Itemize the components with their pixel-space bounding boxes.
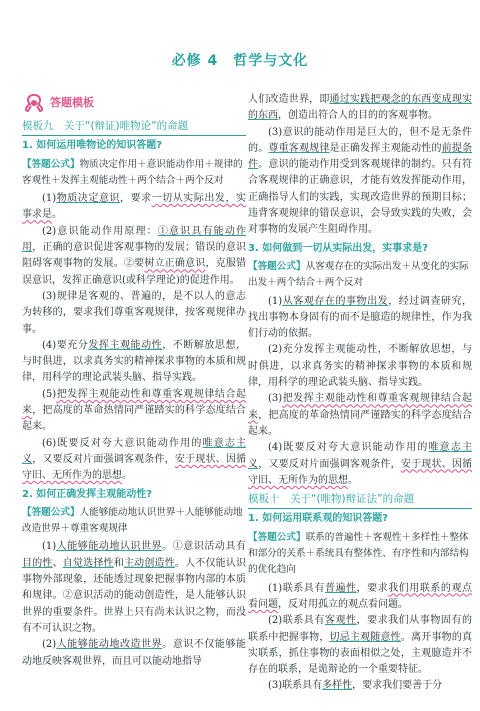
paragraph: (3)联系具有多样性，要求我们要善于分 [268, 680, 443, 692]
section-label: 答题模板 [50, 95, 94, 109]
paragraph: (6)既要反对夸大意识能动作用的唯意志主义，又要反对片面强调客观条件，安于现状、因循守旧、无所作为的思想。 [22, 437, 247, 482]
paragraph: (4)既要反对夸大意识能动作用的唯意志主义，又要反对片面强调客观条件，安于现状、因循守旧、无所作为的思想。 [248, 442, 473, 486]
paragraph: (5)把发挥主观能动性和尊重客观规律结合起来，把高度的革命热情同严谨踏实的科学态度结合起来。 [22, 388, 247, 433]
formula-text: 物质决定作用＋意识能动作用＋规律的客观性＋发挥主观能动性＋两个结合＋两个反对 [22, 158, 243, 186]
paragraph: (2)意识能动作用原理：①意识具有能动作用，正确的意识促进客观事物的发展；错误的意识阻碍客观事物的发展。②要树立正确意识，克服错误意识，发挥正确意识(或科学理论)的促进作用。 [22, 225, 247, 286]
paragraph: (1)物质决定意识，要求一切从实际出发，实事求是。 [22, 193, 247, 221]
formula-tag: 【答题公式】 [22, 158, 80, 170]
question-1: 1. 如何运用唯物论的知识答题? [22, 140, 163, 152]
formula-tag: 【答题公式】 [248, 260, 306, 272]
paragraph: 人们改造世界，即通过实践把观念的东西变成现实的东西，创造出符合人的目的的客观事物。 [248, 94, 473, 122]
answer-formula-3 [248, 259, 472, 292]
formula-text: 联系的普遍性＋客观性＋多样性＋整体和部分的关系＋系统具有整体性、有序性和内部结构的优化趋向 [248, 531, 469, 576]
paragraph: (2)人能够能动地改造世界。意识不仅能够能动地反映客观世界，而且可以能动地指导 [22, 639, 247, 667]
paragraph: (4)要充分发挥主观能动性，不断解放思想，与时俱进，以求真务实的精神探求事物的本质和规律，用科学的理论武装头脑、指导实践。 [22, 339, 247, 384]
right-column [248, 92, 472, 695]
formula-text: 从客观存在的实际出发＋从变化的实际出发＋两个结合＋两个反对 [248, 260, 469, 289]
paragraph: (3)规律是客观的、普遍的，是不以人的意志为转移的，要求我们尊重客观规律，按客观规律办事。 [22, 290, 246, 335]
paragraph: (2)联系具有客观性，要求我们从事物固有的联系中把握事物，切忌主观随意性。离开事物的真实联系，抓住事物的表面相似之处，主观臆造并不存在的联系，是诡辩论的一个重要特征。 [248, 615, 473, 676]
paragraph: (3)意识的能动作用是巨大的，但不是无条件的。尊重客观规律是正确发挥主观能动性的前提条件。意识的能动作用受到客观规律的制约。只有符合客观规律的正确意识，才能有效发挥能动作用，正确指导人们的实践，实现改造世界的预期目标；违背客观规律的错误意识，会导致实践的失败，会对事物的发展产生阻碍作用。 [248, 126, 473, 236]
ribbon-icon [22, 93, 46, 113]
answer-formula-1 [22, 157, 246, 190]
answer-formula-4 [248, 530, 472, 579]
paragraph: (1)联系具有普遍性，要求我们用联系的观点看问题，反对用孤立的观点看问题。 [248, 582, 473, 610]
question-2: 2. 如何正确发挥主观能动性? [22, 488, 153, 500]
paragraph: (2)充分发挥主观能动性，不断解放思想，与时俱进，以求真务实的精神探求事物的本质和规律，用科学的理论武装头脑、指导实践。 [248, 344, 472, 389]
question-3: 3. 如何做到一切从实际出发，实事求是? [248, 242, 429, 254]
formula-tag: 【答题公式】 [248, 531, 306, 543]
formula-tag: 【答题公式】 [22, 506, 80, 518]
module-heading-10: 模板十 关于“(唯物)辩证法”的命题 [248, 491, 472, 509]
section-header [22, 92, 246, 114]
question-4: 1. 如何运用联系观的知识答题? [248, 513, 389, 525]
page-title: 必修 4 哲学与文化 [171, 53, 309, 69]
module-heading-9: 模板九 关于“(辩证)唯物论”的命题 [22, 118, 246, 136]
paragraph: (1)人能够能动地认识世界。①意识活动具有目的性、自觉选择性和主动创造性。人不仅能认识事物外部现象，还能透过现象把握事物内部的本质和规律。②意识活动的能动创造性，是人能够认识世界的重要条件。世界上只有尚未认识之物，而没有不可认识之物。 [22, 541, 247, 634]
answer-formula-2 [22, 505, 246, 538]
formula-text: 人能够能动地认识世界＋人能够能动地改造世界＋尊重客观规律 [22, 506, 243, 535]
paragraph: (3)把发挥主观能动性和尊重客观规律结合起来，把高度的革命热情同严谨踏实的科学态度结合起来。 [248, 393, 473, 437]
paragraph: (1)从客观存在的事物出发，经过调查研究，找出事物本身固有的而不是臆造的规律性，作为我们行动的依据。 [248, 295, 473, 340]
left-column [22, 92, 246, 670]
